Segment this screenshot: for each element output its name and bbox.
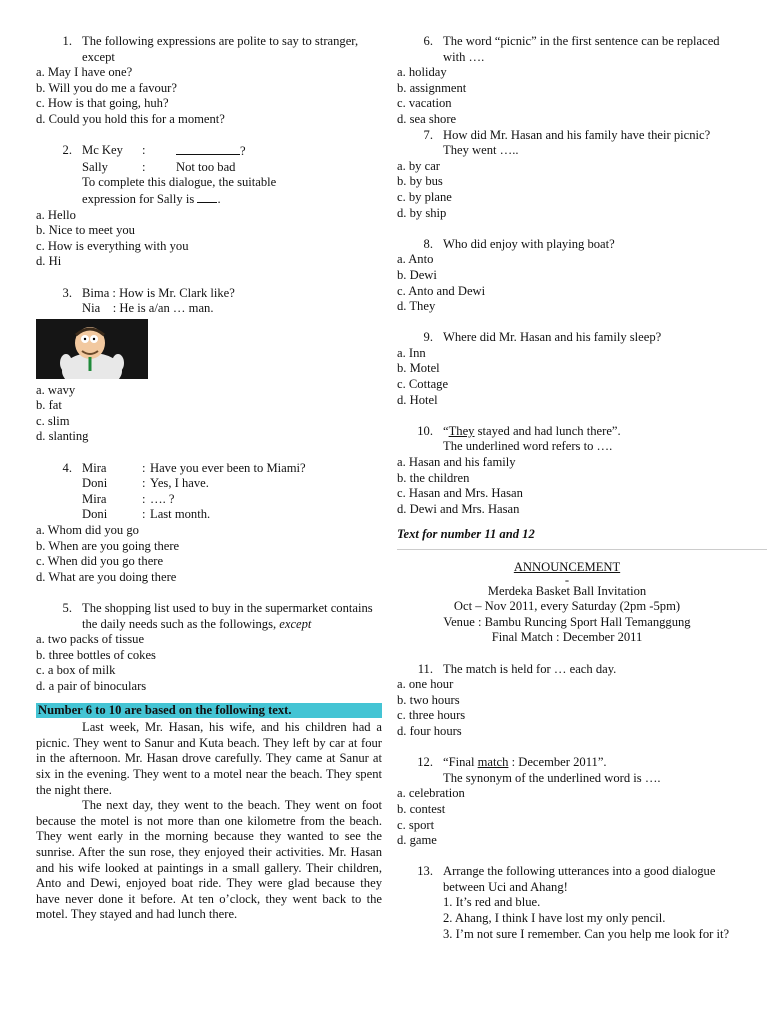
question-text: The word “picnic” in the first sentence can be replaced with …. <box>443 34 720 64</box>
dialogue-text: Last month. <box>150 507 211 522</box>
question-9 <box>397 330 737 408</box>
dialogue-line: Nia : He is a/an … man. <box>82 301 214 316</box>
option-b: b. the children <box>397 470 470 485</box>
announcement-line: Merdeka Basket Ball Invitation <box>487 583 647 598</box>
dialogue-speaker: Doni <box>82 507 108 522</box>
option-c: c. slim <box>36 413 70 428</box>
question-11 <box>397 662 737 740</box>
left-column <box>36 34 382 923</box>
divider <box>397 549 767 550</box>
option-d: d. Hi <box>36 254 62 269</box>
question-text: Arrange the following utterances into a good dialogue between Uci and Ahang! <box>443 864 716 894</box>
reading-passage <box>36 720 382 923</box>
question-7 <box>397 128 737 222</box>
question-2 <box>36 143 382 270</box>
dialogue-line: Bima : How is Mr. Clark like? <box>82 285 235 300</box>
passage-heading-bar: Number 6 to 10 are based on the following text. <box>36 703 382 719</box>
dialogue-text: Not too bad <box>176 159 236 174</box>
utterance-item: 1. It’s red and blue. <box>443 895 541 910</box>
option-a: a. by car <box>397 158 441 173</box>
question-text: The following expressions are polite to say to stranger, except <box>82 34 359 64</box>
option-a: a. Inn <box>397 345 426 360</box>
dialogue-text: Yes, I have. <box>150 476 209 491</box>
option-c: c. three hours <box>397 708 466 723</box>
option-a: a. wavy <box>36 382 76 397</box>
answer-blank <box>176 143 240 155</box>
option-d: d. sea shore <box>397 111 457 126</box>
option-d: d. a pair of binoculars <box>36 678 147 693</box>
option-d: d. Could you hold this for a moment? <box>36 111 225 126</box>
passage-paragraph: The next day, they went to the beach. They went on foot because the motel is not more than one kilometre from the beach. They went early in the morning because they wanted to see the sunrise. After the sun rose, they enjoyed their activities. Mr. Hasan and his wife looked at paintings in a small gallery. Their children, Anto and Dewi, enjoyed boat ride. They were glad because they have never done it before. At ten o’clock, they went back to the motel. They stayed and had lunch there. <box>36 798 382 922</box>
question-number: 8. <box>423 236 433 251</box>
question-text: “Final match : December 2011”. <box>443 755 607 770</box>
question-number: 11. <box>417 661 433 676</box>
question-text: Who did enjoy with playing boat? <box>443 236 615 251</box>
question-text: “They stayed and had lunch there”. <box>443 423 621 438</box>
option-b: b. Motel <box>397 361 440 376</box>
question-subtext: The synonym of the underlined word is …. <box>443 770 661 785</box>
announcement-line: Final Match : December 2011 <box>491 630 643 645</box>
announcement-dot: - <box>564 572 570 587</box>
announcement <box>397 560 737 646</box>
option-a: a. Hello <box>36 207 76 222</box>
dialogue-text: Have you ever been to Miami? <box>150 460 306 475</box>
option-b: b. When are you going there <box>36 538 180 553</box>
dialogue-speaker: Mira <box>82 460 107 475</box>
option-a: a. celebration <box>397 786 465 801</box>
question-13 <box>397 864 737 942</box>
question-12 <box>397 755 737 849</box>
question-number: 10. <box>417 423 433 438</box>
question-8 <box>397 237 737 315</box>
option-b: b. Nice to meet you <box>36 223 135 238</box>
option-c: c. How is everything with you <box>36 238 189 253</box>
option-c: c. How is that going, huh? <box>36 96 169 111</box>
underlined-word: match <box>477 755 509 770</box>
option-b: b. two hours <box>397 692 460 707</box>
question-subtext: The underlined word refers to …. <box>443 439 613 454</box>
option-a: a. holiday <box>397 65 447 80</box>
option-c: c. sport <box>397 817 435 832</box>
option-b: b. three bottles of cokes <box>36 647 156 662</box>
question-number: 9. <box>423 330 433 345</box>
option-d: d. Hotel <box>397 392 438 407</box>
question-5 <box>36 601 382 695</box>
option-a: a. May I have one? <box>36 65 133 80</box>
question-number: 13. <box>417 864 433 879</box>
option-c: c. When did you go there <box>36 554 164 569</box>
except-word: except <box>279 616 312 631</box>
utterance-item: 2. Ahang, I think I have lost my only pencil. <box>443 911 666 926</box>
option-b: b. contest <box>397 801 446 816</box>
option-d: d. by ship <box>397 205 447 220</box>
option-d: d. four hours <box>397 723 462 738</box>
right-column <box>397 34 737 958</box>
dialogue-line: Doni : Yes, I have. <box>82 476 209 491</box>
question-6 <box>397 34 737 128</box>
question-number: 1. <box>62 34 72 48</box>
option-b: b. Will you do me a favour? <box>36 80 177 95</box>
question-10 <box>397 424 737 518</box>
option-c: c. vacation <box>397 96 452 111</box>
question-number: 3. <box>62 285 72 300</box>
option-d: d. Dewi and Mrs. Hasan <box>397 501 520 516</box>
question-number: 7. <box>423 127 433 142</box>
question-instruction: To complete this dialogue, the suitable expression for Sally is . <box>82 175 277 206</box>
answer-blank <box>197 191 217 203</box>
cartoon-man-image <box>36 319 148 379</box>
option-d: d. game <box>397 833 437 848</box>
announcement-line: Venue : Bambu Runcing Sport Hall Temanggung <box>443 614 691 629</box>
option-c: c. Cottage <box>397 377 449 392</box>
dialogue-text: ? <box>240 144 246 159</box>
option-b: b. fat <box>36 398 62 413</box>
question-3 <box>36 286 382 446</box>
option-b: b. Dewi <box>397 267 437 282</box>
option-c: c. a box of milk <box>36 663 116 678</box>
option-a: a. Anto <box>397 252 434 267</box>
utterance-item: 3. I’m not sure I remember. Can you help me look for it? <box>443 926 730 941</box>
question-number: 4. <box>62 460 72 475</box>
option-d: d. What are you doing there <box>36 569 177 584</box>
question-text: The match is held for … each day. <box>443 661 617 676</box>
question-number: 12. <box>417 755 433 770</box>
option-b: b. by bus <box>397 174 443 189</box>
option-c: c. Anto and Dewi <box>397 283 486 298</box>
question-text: The shopping list used to buy in the supermarket contains the daily needs such as the followings, <box>82 601 373 631</box>
utterance-list <box>397 895 737 942</box>
option-d: d. slanting <box>36 429 89 444</box>
passage-paragraph: Last week, Mr. Hasan, his wife, and his children had a picnic. They went to Sanur and Kuta beach. They left by car at four in the afternoon. Mr. Hasan drove carefully. They came at Sanur at six in the evening. They went to a motel near the beach. They spent the night there. <box>36 720 382 797</box>
question-text: How did Mr. Hasan and his family have their picnic? They went ….. <box>443 127 711 158</box>
dialogue-text: …. ? <box>150 491 175 506</box>
option-a: a. Hasan and his family <box>397 455 516 470</box>
option-c: c. Hasan and Mrs. Hasan <box>397 486 523 501</box>
question-4: 4. Mira : Have you ever been to Miami? Doni : Yes, I have. Mira : …. ? Doni : Last month. a. Whom did you go b. When are you going there c. When did you go there d. What are you doing there <box>36 461 382 586</box>
dialogue-speaker: Doni <box>82 476 108 491</box>
announcement-title: ANNOUNCEMENT <box>513 560 621 574</box>
question-number: 2. <box>62 143 72 158</box>
question-number: 5. <box>62 601 72 615</box>
dialogue-colon: : <box>142 159 146 174</box>
option-d: d. They <box>397 299 436 314</box>
option-b: b. assignment <box>397 80 467 95</box>
dialogue-speaker: Mc Key <box>82 143 123 158</box>
underlined-word: They <box>448 423 475 438</box>
option-a: a. two packs of tissue <box>36 632 145 647</box>
question-1 <box>36 34 382 128</box>
dialogue-speaker: Sally <box>82 159 108 174</box>
option-a: a. one hour <box>397 677 454 692</box>
dialogue-speaker: Mira <box>82 491 107 506</box>
option-c: c. by plane <box>397 189 452 204</box>
section-label: Text for number 11 and 12 <box>397 527 535 542</box>
dialogue-line: Mira : …. ? <box>82 491 175 506</box>
dialogue-line: Doni : Last month. <box>82 507 211 522</box>
dialogue-colon: : <box>142 143 146 158</box>
question-text: Where did Mr. Hasan and his family sleep? <box>443 330 662 345</box>
option-a: a. Whom did you go <box>36 523 139 538</box>
announcement-line: Oct – Nov 2011, every Saturday (2pm -5pm) <box>453 599 681 614</box>
question-number: 6. <box>423 34 433 48</box>
cartoon-man-icon <box>36 319 148 379</box>
dialogue-line <box>36 160 382 176</box>
